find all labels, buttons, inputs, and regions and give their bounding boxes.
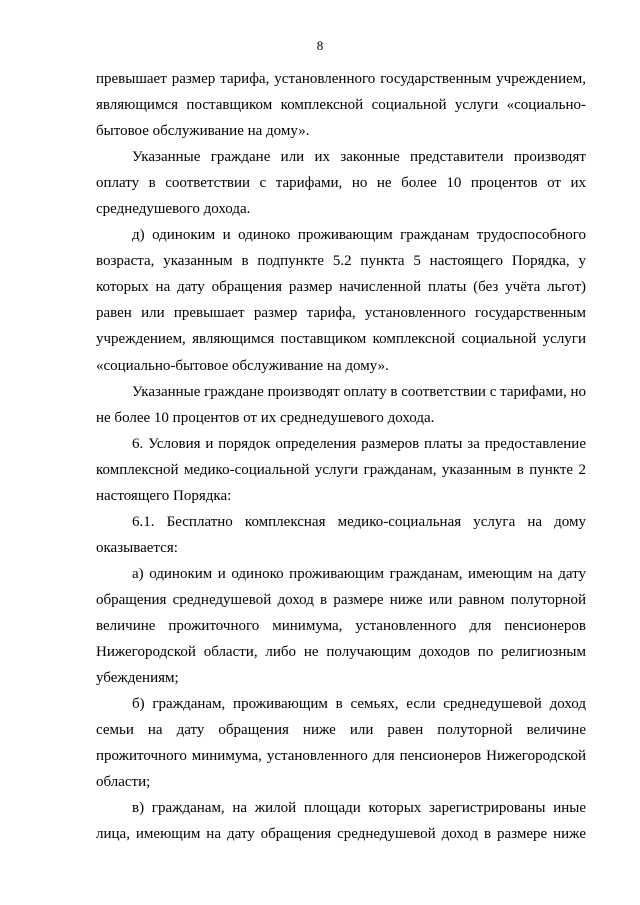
paragraph: Указанные граждане или их законные представители производят оплату в соответствии с тарифами, но не более 10 процентов от их среднедушевого дохода. <box>96 149 586 218</box>
document-body <box>96 66 586 847</box>
paragraph-item-a: а) одиноким и одиноко проживающим гражданам, имеющим на дату обращения среднедушевой доход в размере ниже или равном полуторной величине прожиточного минимума, установленного для пенсионеров Нижегородской области, либо не получающим доходов по религиозным убеждениям; <box>96 565 586 687</box>
paragraph: Указанные граждане производят оплату в соответствии с тарифами, но не более 10 процентов от их среднедушевого дохода. <box>96 383 586 426</box>
page-number: 8 <box>316 38 324 53</box>
paragraph-item-v: в) гражданам, на жилой площади которых зарегистрированы иные лица, имеющим на дату обращения среднедушевой доход в размере ниже <box>96 800 586 843</box>
paragraph-section-6: 6. Условия и порядок определения размеров платы за предоставление комплексной медико-социальной услуги гражданам, указанным в пункте 2 настоящего Порядка: <box>96 435 586 504</box>
paragraph-item-b: б) гражданам, проживающим в семьях, если среднедушевой доход семьи на дату обращения ниже или равен полуторной величине прожиточного минимума, установленного для пенсионеров Нижегородской области; <box>96 696 586 791</box>
paragraph-subsection-6-1: 6.1. Бесплатно комплексная медико-социальная услуга на дому оказывается: <box>96 513 586 556</box>
paragraph-continuation: превышает размер тарифа, установленного государственным учреждением, являющимся поставщиком комплексной социальной услуги «социально-бытовое обслуживание на дому». <box>96 71 586 140</box>
paragraph-item-d: д) одиноким и одиноко проживающим гражданам трудоспособного возраста, указанным в подпункте 5.2 пункта 5 настоящего Порядка, у которых на дату обращения размер начисленной платы (без учёта льгот) равен или превышает размер тарифа, установленного государственным учреждением, являющимся поставщиком комплексной социальной услуги «социально-бытовое обслуживание на дому». <box>96 227 586 374</box>
